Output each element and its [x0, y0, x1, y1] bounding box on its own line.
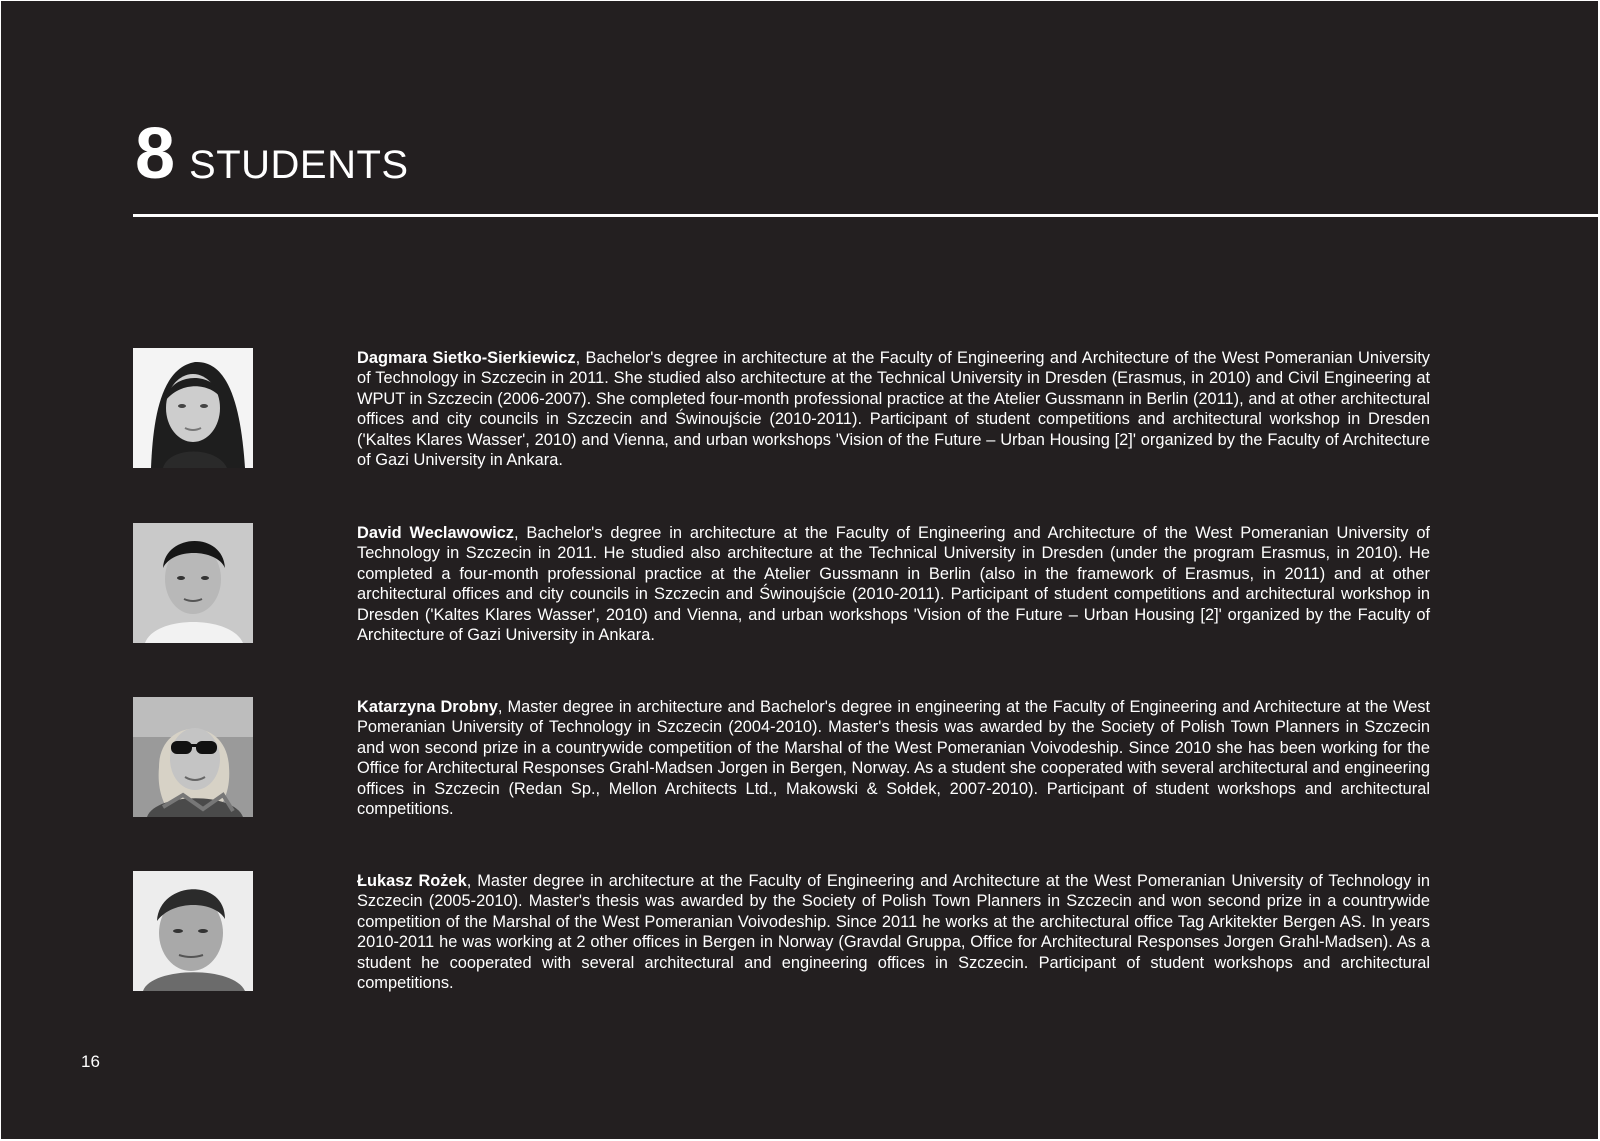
section-number: 8	[135, 114, 176, 194]
student-photo	[133, 348, 253, 468]
student-bio-text: , Master degree in architecture at the Faculty of Engineering and Architecture at the West Pomeranian University of Technology in Szczecin (2005-2010). Master's thesis was awarded by the Society of Polish Town Planners in Szczecin and won second prize in a countrywide competition of the Marshal of the West Pomeranian Voivodeship. Since 2011 he works at the architectural office Tag Arkitekter Bergen AS. In years 2010-2011 he was working at 2 other offices in Bergen in Norway (Gravdal Gruppa, Office for Architectural Responses Jorgen Grahl-Madsen). As a student he cooperated with several architectural and engineering offices in Szczecin. Participant of student workshops and architectural competitions.	[357, 872, 1430, 993]
student-bio-text: , Bachelor's degree in architecture at the Faculty of Engineering and Architecture of the West Pomeranian University of Technology in Szczecin in 2011. She studied also architecture at the Technical University in Dresden (Erasmus, in 2010) and Civil Engineering at WPUT in Szczecin (2006-2007). She completed four-month professional practice at the Atelier Gussmann in Berlin (2011), and at other architectural offices and city councils in Szczecin and Świnoujście (2010-2011). Participant of student competitions and architectural workshop in Dresden ('Kaltes Klares Wasser', 2010) and Vienna, and urban workshops 'Vision of the Future – Urban Housing [2]' organized by the Faculty of Architecture of Gazi University in Ankara.	[357, 349, 1431, 470]
student-photo	[133, 697, 253, 817]
student-bio	[357, 523, 1430, 645]
student-photo	[133, 871, 253, 991]
student-name: Dagmara Sietko-Sierkiewicz	[357, 349, 576, 367]
section-heading	[135, 114, 409, 194]
student-name: David Weclawowicz	[357, 524, 514, 542]
student-name: Katarzyna Drobny	[357, 698, 498, 716]
student-photo	[133, 523, 253, 643]
section-title: STUDENTS	[189, 143, 409, 187]
student-bio-text: , Master degree in architecture and Bachelor's degree in engineering at the Faculty of Engineering and Architecture at the West Pomeranian University of Technology in Szczecin (2004-2010). Master's thesis was awarded by the Society of Polish Town Planners in Szczecin and won second prize in a countrywide competition of the Marshal of the West Pomeranian Voivodeship. Since 2010 she has been working for the Office for Architectural Responses Grahl-Madsen Jorgen in Bergen, Norway. As a student she cooperated with several architectural and engineering offices in Szczecin (Redan Sp., Mellon Architects Ltd., Makowski & Sołdek, 2007-2010). Participant of student workshops and architectural competitions.	[357, 698, 1430, 819]
portrait-photo-icon	[133, 523, 253, 643]
page-number: 16	[81, 1052, 100, 1071]
portrait-photo-icon	[133, 348, 253, 468]
portrait-photo-icon	[133, 871, 253, 991]
portrait-photo-icon	[133, 697, 253, 817]
student-name: Łukasz Rożek	[357, 872, 467, 890]
student-bio	[357, 697, 1430, 819]
student-bio	[357, 871, 1430, 993]
heading-divider	[133, 214, 1598, 217]
document-page	[1, 1, 1598, 1139]
student-bio	[357, 348, 1430, 470]
student-bio-text: , Bachelor's degree in architecture at the Faculty of Engineering and Architecture of the West Pomeranian University of Technology in Szczecin in 2011. He studied also architecture at the Technical University in Dresden (under the program Erasmus, in 2010). He completed a four-month professional practice at the Atelier Gussmann in Berlin (also in the framework of Erasmus, in 2011) and at other architectural offices and city councils in Szczecin and Świnoujście (2010-2011). Participant of student competitions and architectural workshop in Dresden ('Kaltes Klares Wasser', 2010) and Vienna, and urban workshops 'Vision of the Future – Urban Housing [2]' organized by the Faculty of Architecture of Gazi University in Ankara.	[357, 524, 1430, 645]
